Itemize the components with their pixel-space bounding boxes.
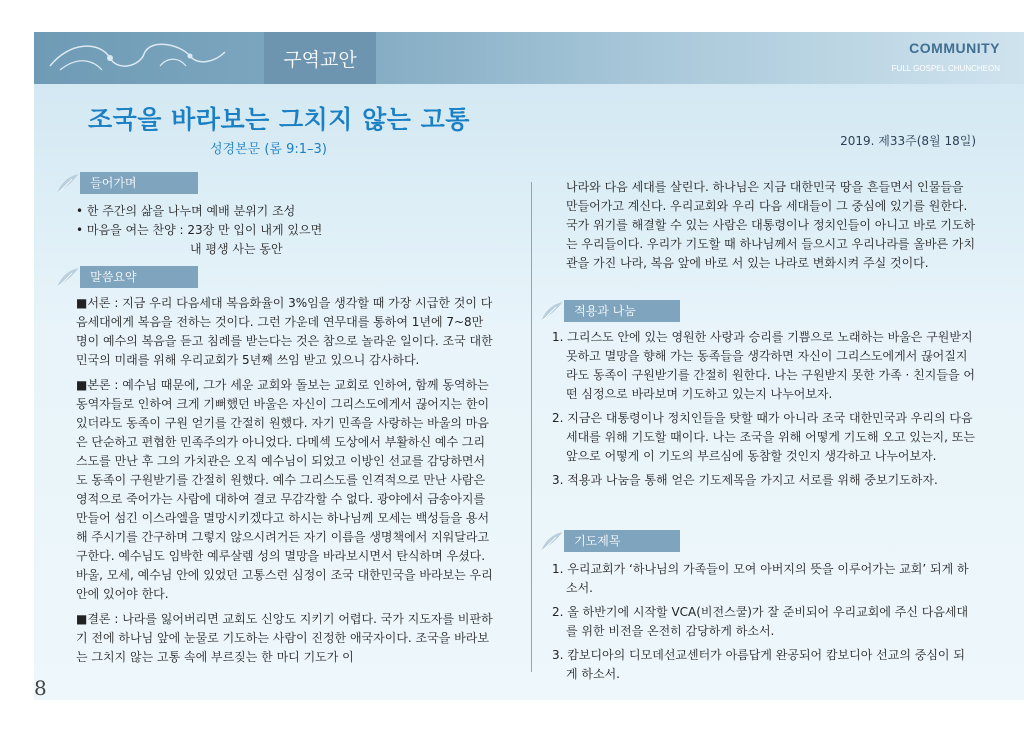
paragraph-main: ■본론 : 예수님 때문에, 그가 세운 교회와 돌보는 교회로 인하여, 함께 동역하는 동역자들로 인하여 크게 기뻐했던 바울은 자신이 그리스도에게서 끊어지는 한이 있더라도 동족이 구원 얻기를 간절히 원했다. 자기 민족을 사랑하는 바울의 마음은 단순하고 편협한 민족주의가 아니었다. 다메섹 도상에서 부활하신 예수 그리스도를 만난 후 그의 가치관은 오직 예수님이 되었고 이방인 선교를 감당하면서도 동족이 구원받기를 간절히 원했다. 예수 그리스도를 인격적으로 만난 사람은 영적으로 죽어가는 사람에 대하여 결코 무감각할 수 없다. 광야에서 금송아지를 만들어 섬긴 이스라엘을 멸망시키겠다고 하시는 하나님께 모세는 백성들을 용서해 주시기를 간구하며 그렇지 않으시려거든 자기 이름을 생명책에서 지워달라고 구한다. 예수님도 임박한 예루살렘 성의 멸망을 바라보시면서 탄식하며 우셨다. 바울, 모세, 예수님 안에 있었던 고통스런 심정이 조국 대한민국을 바라보는 우리 안에 있어야 한다. (76, 378, 493, 601)
section-heading-prayer (540, 530, 680, 552)
section-heading-label: 말씀요약 (80, 266, 198, 288)
paragraph-continued: 나라와 다음 세대를 살린다. 하나님은 지금 대한민국 땅을 흔들면서 인물들을 만들어가고 계신다. 우리교회와 우리 다음 세대들이 그 중심에 있기를 원한다. 국가 위기를 해결할 수 있는 사람은 대통령이나 정치인들이 아니고 바로 기도하는 우리들이다. 우리가 기도할 때 하나님께서 들으시고 우리나라를 올바른 가치관을 가진 나라, 복음 앞에 바로 서 있는 나라로 변화시켜 주실 것이다. (566, 180, 976, 270)
application-list (552, 328, 976, 495)
summary-body (76, 294, 496, 673)
leaf-icon (540, 298, 564, 324)
list-item: • 한 주간의 삶을 나누며 예배 분위기 조성 (76, 204, 296, 218)
section-heading-label: 기도제목 (564, 530, 680, 552)
list-item: • 마음을 여는 찬양 : 23장 만 입이 내게 있으면 (76, 223, 323, 237)
prayer-list (552, 560, 976, 689)
ornament-swirl-icon (40, 36, 230, 80)
section-heading-label: 들어가며 (80, 172, 198, 194)
list-item: 3. 적용과 나눔을 통해 얻은 기도제목을 가지고 서로를 위해 중보기도하자. (552, 473, 938, 487)
date-label: 2019. 제33주(8월 18일) (840, 134, 976, 148)
intro-list (76, 202, 516, 259)
section-heading-label: 적용과 나눔 (564, 300, 680, 322)
paragraph-conclusion: ■결론 : 나라를 잃어버리면 교회도 신앙도 지키기 어렵다. 국가 지도자를 비판하기 전에 하나님 앞에 눈물로 기도하는 사람이 진정한 애국자이다. 조국을 바라보는 그치지 않는 고통 속에 부르짖는 한 마디 기도가 이 (76, 612, 493, 664)
scripture-reference: 성경본문 (롬 9:1–3) (210, 142, 327, 157)
brand-block (892, 40, 1000, 73)
list-item: 내 평생 사는 동안 (190, 242, 283, 256)
brand-title: COMMUNITY (909, 40, 1000, 56)
page-number: 8 (34, 676, 47, 700)
list-item: 1. 그리스도 안에 있는 영원한 사랑과 승리를 기쁨으로 노래하는 바울은 구원받지 못하고 멸망을 향해 가는 동족들을 생각하면 자신이 그리스도에게서 끊어질지라도 동족이 구원받기를 간절히 원한다. 나는 구원받지 못한 가족 · 친지들을 어떤 심정으로 바라보며 기도하고 있는지 나누어보자. (552, 330, 975, 401)
document-title: 조국을 바라보는 그치지 않는 고통 (88, 105, 470, 134)
column-divider (531, 182, 532, 672)
list-item: 1. 우리교회가 ‘하나님의 가족들이 모여 아버지의 뜻을 이루어가는 교회’ 되게 하소서. (552, 562, 969, 595)
brand-subtitle: FULL GOSPEL CHUNCHEON (891, 64, 1000, 73)
leaf-icon (56, 170, 80, 196)
list-item: 2. 올 하반기에 시작할 VCA(비전스쿨)가 잘 준비되어 우리교회에 주신 다음세대를 위한 비전을 온전히 감당하게 하소서. (552, 605, 969, 638)
section-tab: 구역교안 (264, 32, 376, 84)
leaf-icon (56, 264, 80, 290)
list-item: 3. 캄보디아의 디모데선교센터가 아름답게 완공되어 캄보디아 선교의 중심이 되게 하소서. (552, 648, 965, 681)
summary-continued (566, 178, 976, 279)
list-item: 2. 지금은 대통령이나 정치인들을 탓할 때가 아니라 조국 대한민국과 우리의 다음 세대를 위해 기도할 때이다. 나는 조국을 위해 어떻게 기도해 오고 있는지, 또는 앞으로 어떻게 이 기도의 부르심에 동참할 것인지 생각하고 나누어보자. (552, 411, 975, 463)
paragraph-intro: ■서론 : 지금 우리 다음세대 복음화율이 3%임을 생각할 때 가장 시급한 것이 다음세대에게 복음을 전하는 것이다. 그런 가운데 연무대를 통하여 1년에 7~8만 명이 예수의 복음을 듣고 침례를 받는다는 것은 참으로 놀라운 일이다. 조국 대한민국의 미래를 위해 우리교회가 5년째 쓰임 받고 있으니 감사하다. (76, 296, 493, 367)
leaf-icon (540, 528, 564, 554)
section-heading-summary (56, 266, 198, 288)
section-heading-intro (56, 172, 198, 194)
section-heading-application (540, 300, 680, 322)
